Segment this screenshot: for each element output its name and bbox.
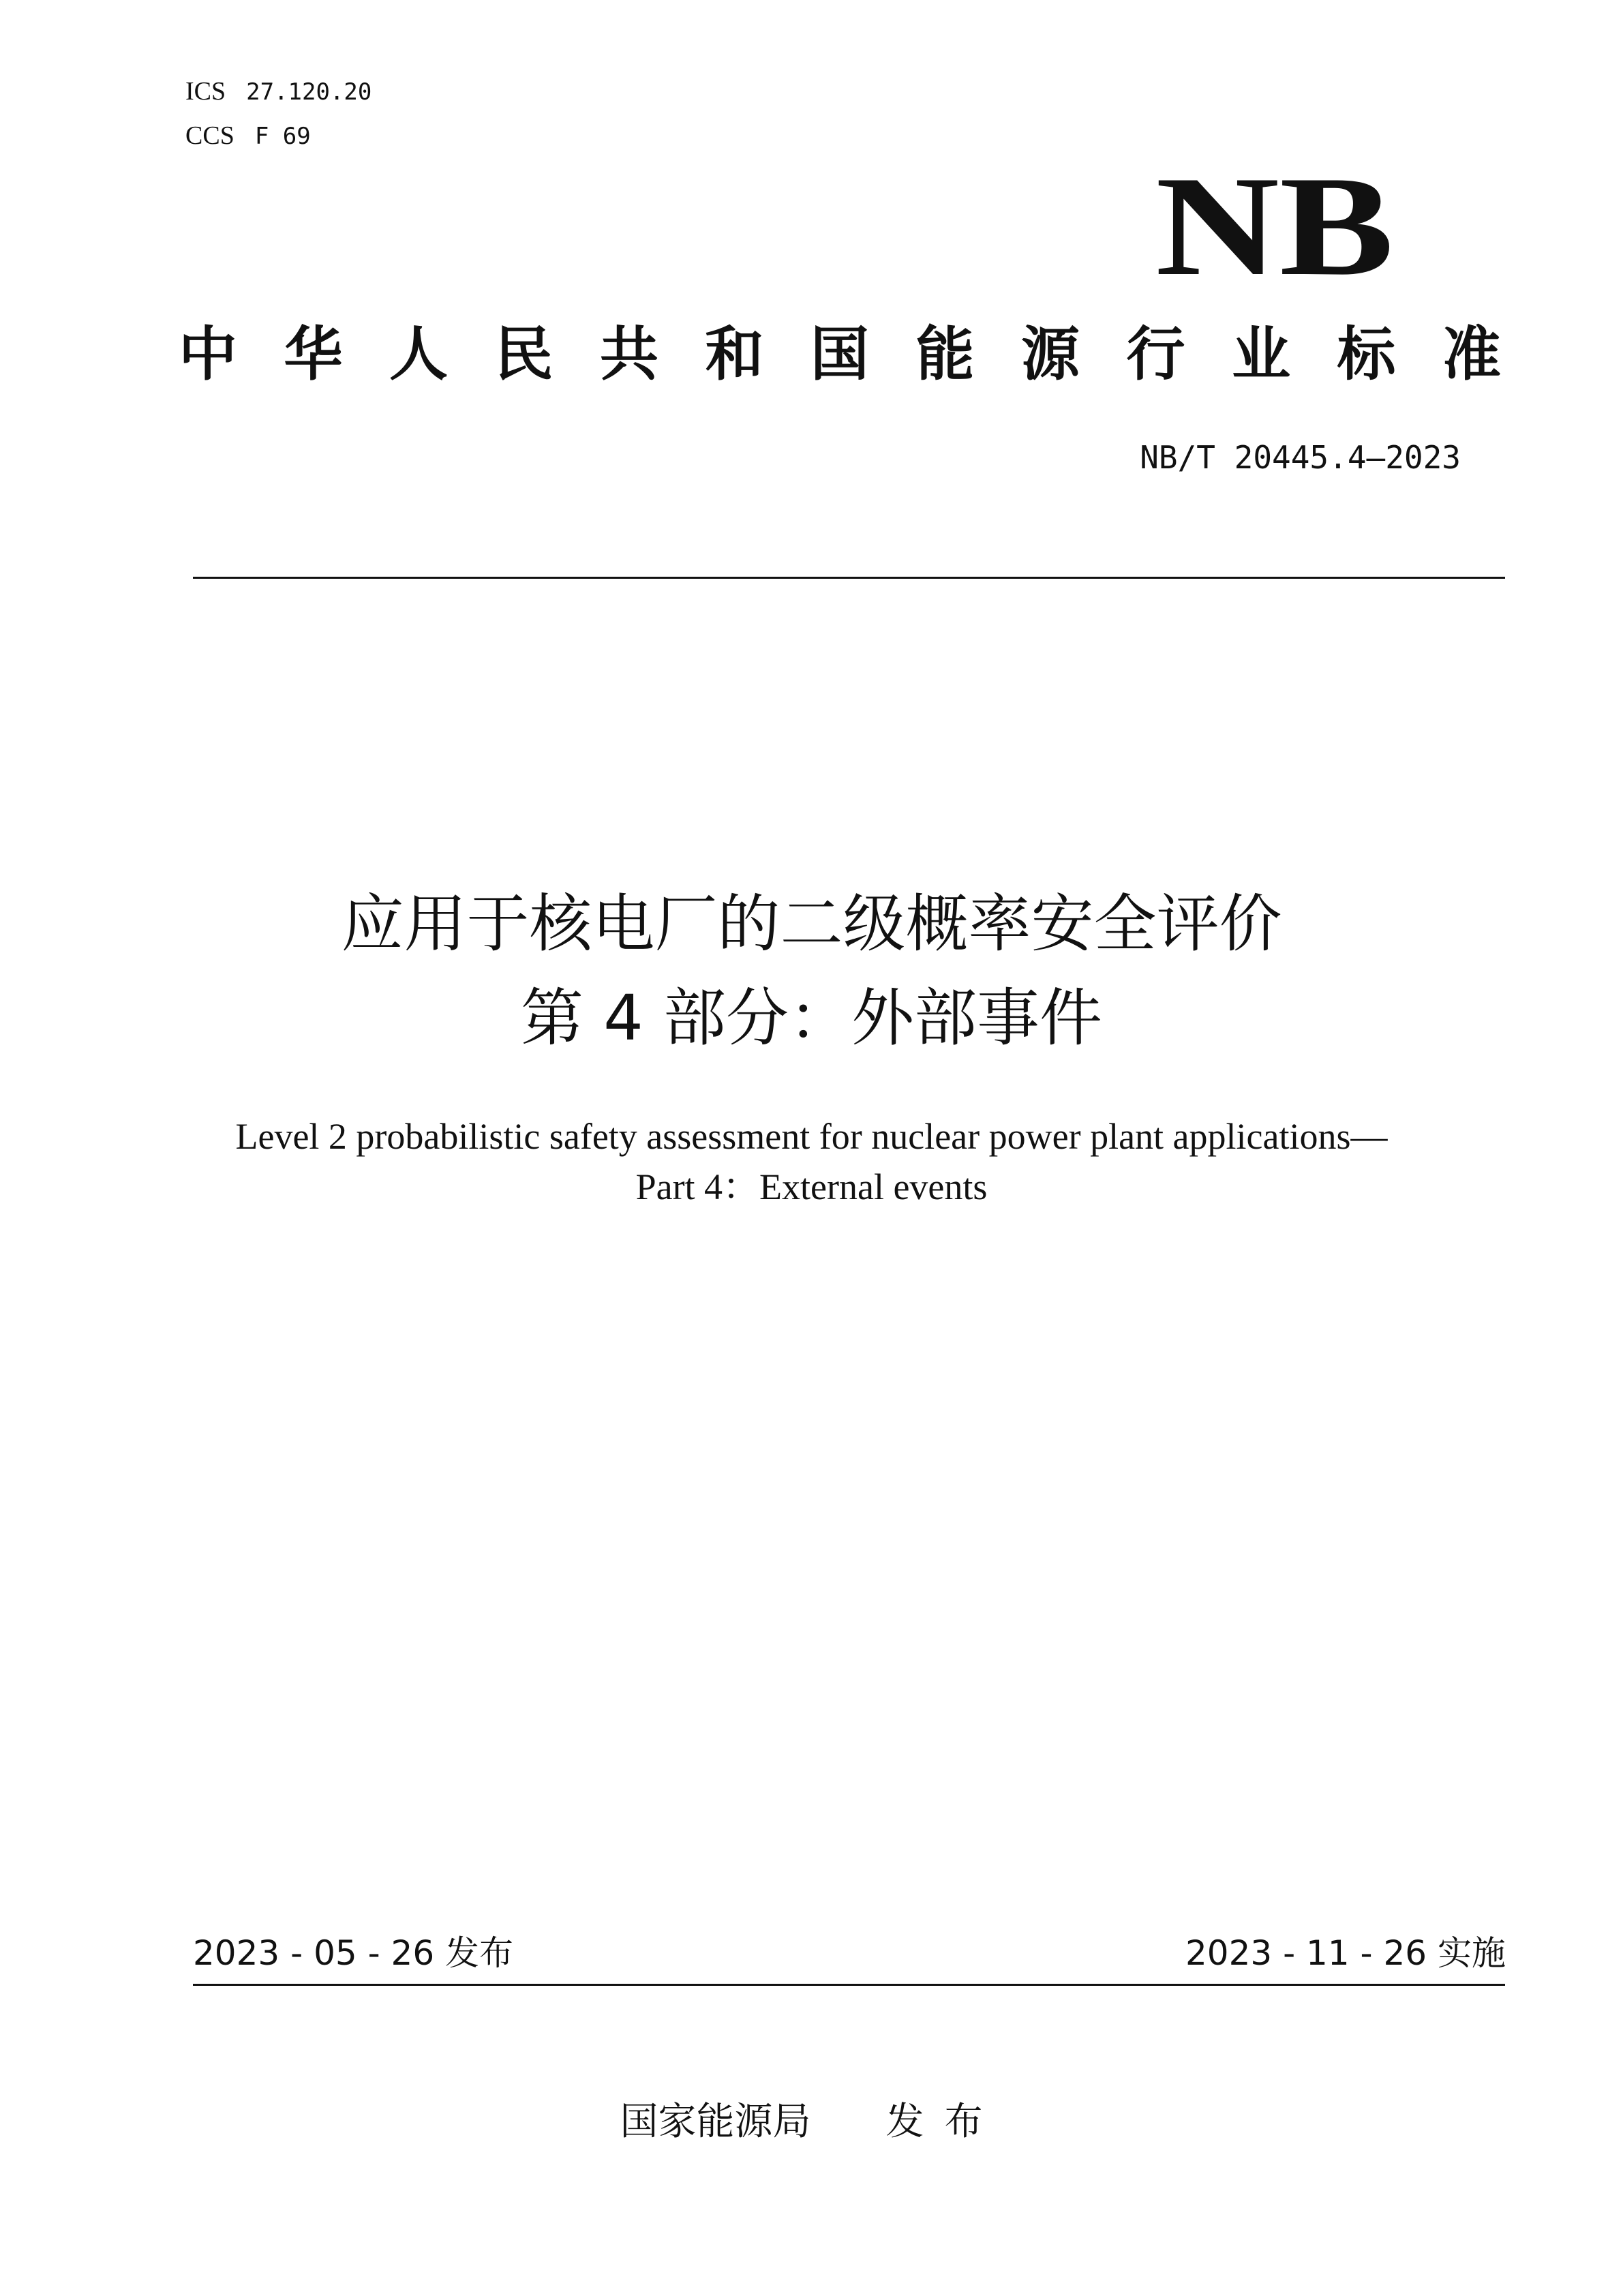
footer-divider [193, 1984, 1505, 1986]
issuing-body-char: 能 [915, 320, 975, 389]
ics-code: 27.120.20 [246, 78, 372, 106]
publisher-name: 国家能源局 [620, 2100, 811, 2144]
nb-logo [1152, 158, 1397, 294]
ccs-label: CCS [185, 121, 234, 150]
publish-label: 发布 [885, 2100, 1003, 2144]
issue-date: 2023 - 05 - 26 发布 [193, 1933, 514, 1973]
implementation-date: 2023 - 11 - 26 实施 [1185, 1933, 1506, 1973]
title-english-line-2: Part 4：External events [635, 1166, 988, 1207]
issuing-body-title [179, 314, 1501, 395]
standard-number: NB/T 20445.4—2023 [1140, 439, 1461, 476]
issuing-body-char: 国 [810, 320, 869, 389]
ccs-line [185, 123, 311, 149]
title-chinese-line-2: 第 4 部分：外部事件 [520, 982, 1103, 1055]
issuing-body-char: 华 [284, 320, 343, 389]
title-chinese-line-1: 应用于核电厂的二级概率安全评价 [341, 888, 1282, 961]
issuing-body-char: 中 [179, 320, 237, 389]
issuing-body-char: 共 [600, 320, 658, 389]
publisher-line [0, 2100, 1623, 2144]
ics-label: ICS [185, 77, 226, 106]
nb-logo-text: NB [1155, 158, 1394, 294]
issuing-body-char: 行 [1126, 320, 1185, 389]
issuing-body-char: 人 [389, 320, 448, 389]
issuing-body-char: 准 [1442, 320, 1501, 389]
issuing-body-char: 民 [494, 320, 553, 389]
ics-line [185, 78, 371, 104]
ccs-code: F 69 [254, 123, 311, 150]
issuing-body-char: 和 [705, 320, 764, 389]
issuing-body-char: 源 [1021, 320, 1080, 389]
header-divider [193, 577, 1505, 579]
title-english-line-1: Level 2 probabilistic safety assessment for nuclear power plant applications— [235, 1116, 1388, 1157]
issuing-body-char: 标 [1337, 320, 1396, 389]
issuing-body-char: 业 [1232, 320, 1290, 389]
